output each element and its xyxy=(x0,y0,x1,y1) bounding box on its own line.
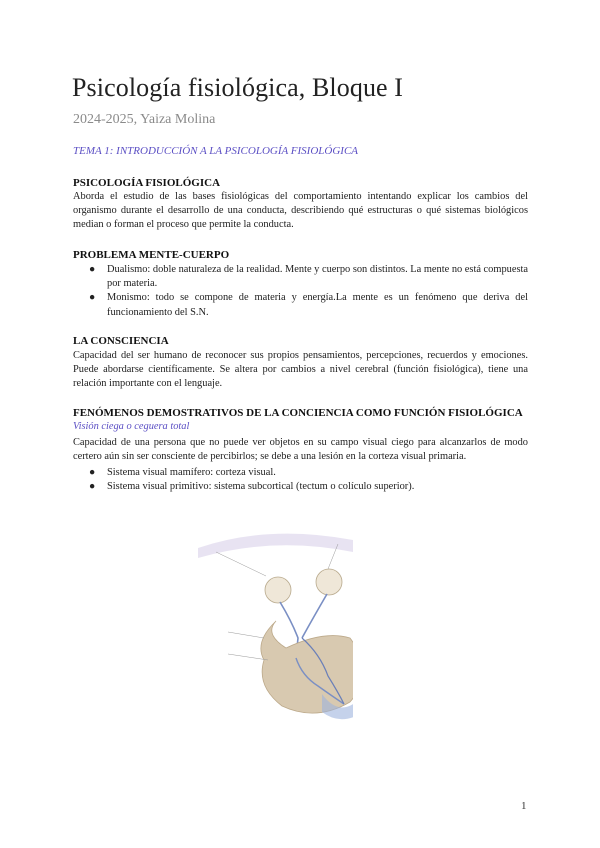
section-heading-consciencia: LA CONSCIENCIA xyxy=(73,335,169,347)
section-text-consciencia: Capacidad del ser humano de reconocer sus propios pensamientos, percepciones, recuerdos y emociones. Puede abordarse científicamente. Se altera por cambios a nivel cerebral (función fisiológica), tiene una relación importante con el lenguaje. xyxy=(73,350,528,390)
list-item: ● Monismo: todo se compone de materia y energía.La mente es un fenómeno que deriva del funcionamiento del S.N. xyxy=(89,292,528,318)
doc-title: Psicología fisiológica, Bloque I xyxy=(72,73,404,102)
tema-heading: TEMA 1: INTRODUCCIÓN A LA PSICOLOGÍA FISIOLÓGICA xyxy=(73,145,358,157)
section-heading-mente-cuerpo: PROBLEMA MENTE-CUERPO xyxy=(73,249,230,261)
right-eye xyxy=(316,569,342,595)
label-line xyxy=(228,632,264,638)
sistemas-visuales-list xyxy=(73,466,528,494)
list-item: ● Dualismo: doble naturaleza de la realidad. Mente y cuerpo son distintos. La mente no está compuesta por materia. xyxy=(89,264,528,290)
section-heading-fenomenos: FENÓMENOS DEMOSTRATIVOS DE LA CONCIENCIA COMO FUNCIÓN FISIOLÓGICA xyxy=(73,407,523,419)
section-heading-psicologia: PSICOLOGÍA FISIOLÓGICA xyxy=(73,177,221,189)
visual-pathway-figure xyxy=(198,526,353,724)
section-text-vision-ciega: Capacidad de una persona que no puede ver objetos en su campo visual ciego para alcanzarlos de modo certero aún sin ser consciente de percibirlos; se debe a una lesión en la corteza visual primaria. xyxy=(73,437,528,463)
bullet-icon: ● xyxy=(89,292,96,304)
page-number: 1 xyxy=(521,800,527,812)
list-item: ● Sistema visual primitivo: sistema subcortical (tectum o colículo superior). xyxy=(73,480,528,494)
mente-cuerpo-list xyxy=(73,263,528,320)
doc-subtitle: 2024-2025, Yaiza Molina xyxy=(73,112,216,127)
subheading-vision-ciega: Visión ciega o ceguera total xyxy=(73,421,190,432)
list-item: ● Sistema visual mamífero: corteza visual. xyxy=(73,466,528,480)
left-eye xyxy=(265,577,291,603)
bullet-icon: ● xyxy=(89,481,96,493)
bullet-icon: ● xyxy=(89,264,96,275)
section-text-psicologia: Aborda el estudio de las bases fisiológicas del comportamiento intentando explicar los cambios del organismo durante el desarrollo de una conducta, describiendo qué estructuras o qué sistemas biológicos median o forman el proceso que permite la conducta. xyxy=(73,191,528,231)
field-line xyxy=(216,552,266,576)
brain-section xyxy=(261,621,353,713)
bullet-icon: ● xyxy=(89,467,96,478)
